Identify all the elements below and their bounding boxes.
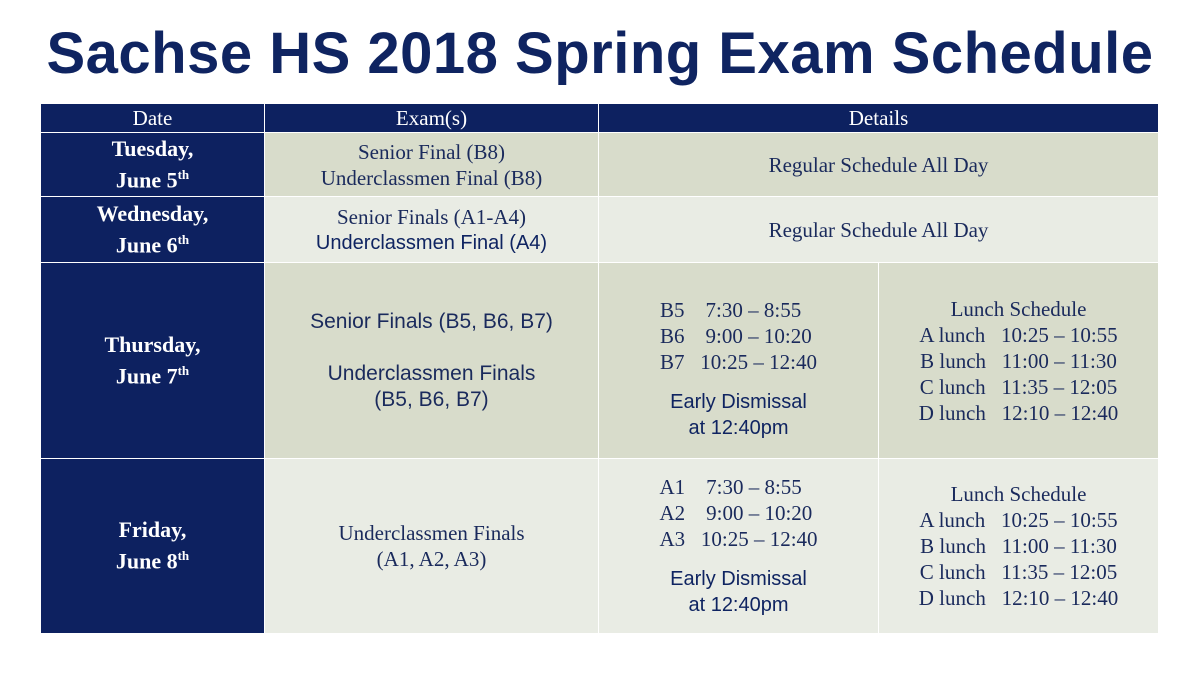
date-text: June 8: [115, 548, 178, 574]
exam-schedule-table: [40, 103, 1159, 634]
date-text: June 5: [115, 167, 178, 193]
lunch-line: C lunch 11:35 – 12:05: [919, 560, 1118, 584]
page-title: Sachse HS 2018 Spring Exam Schedule: [46, 21, 1154, 86]
day-label: Wednesday,: [96, 200, 209, 226]
day-label: Thursday,: [104, 331, 201, 357]
lunch-line: D lunch 12:10 – 12:40: [918, 400, 1119, 425]
lunch-cell: [879, 263, 1159, 459]
period-times: [659, 474, 817, 552]
lunch-title: Lunch Schedule: [950, 482, 1087, 506]
period-times: [660, 297, 817, 375]
date-label: [41, 543, 264, 574]
early-dismissal: Early Dismissal: [670, 568, 807, 590]
date-label: [41, 162, 264, 193]
exams-cell: [265, 133, 599, 197]
exam-line: Senior Finals (A1-A4): [337, 204, 526, 229]
period-line: A3 10:25 – 12:40: [659, 527, 818, 551]
lunch-line: B lunch 11:00 – 11:30: [920, 348, 1117, 373]
early-dismissal-time: at 12:40pm: [688, 417, 789, 439]
early-dismissal: Early Dismissal: [670, 391, 807, 413]
period-line: B5 7:30 – 8:55: [660, 298, 802, 322]
lunch-line: B lunch 11:00 – 11:30: [920, 534, 1117, 558]
exam-line: Underclassmen Final (A4): [315, 231, 548, 254]
exam-line: Underclassmen Finals: [338, 521, 525, 545]
date-text: June 7: [115, 363, 178, 389]
header-row: [41, 104, 1159, 133]
lunch-title: Lunch Schedule: [950, 296, 1087, 321]
date-suffix: th: [177, 362, 190, 378]
lunch-cell: [879, 459, 1159, 634]
table-row: [41, 133, 1159, 197]
exam-line: (A1, A2, A3): [376, 547, 487, 571]
period-line: A2 9:00 – 10:20: [659, 501, 813, 525]
date-cell: [41, 197, 265, 263]
date-label: [41, 358, 264, 389]
early-dismissal-time: at 12:40pm: [688, 594, 789, 616]
periods-cell: [599, 263, 879, 459]
table-row: [41, 263, 1159, 459]
table-row: [41, 197, 1159, 263]
date-suffix: th: [177, 231, 190, 247]
date-text: June 6: [115, 232, 178, 258]
exams-cell: [265, 197, 599, 263]
date-cell: [41, 263, 265, 459]
date-suffix: th: [177, 166, 190, 182]
exam-line: Underclassmen Finals: [327, 361, 536, 385]
lunch-line: A lunch 10:25 – 10:55: [919, 508, 1118, 532]
period-line: B7 10:25 – 12:40: [660, 350, 817, 374]
header-exams: Exam(s): [265, 104, 599, 133]
date-cell: [41, 133, 265, 197]
table-row: [41, 459, 1159, 634]
exams-cell: [265, 459, 599, 634]
date-label: [41, 227, 264, 258]
date-cell: [41, 459, 265, 634]
exams-cell: [265, 263, 599, 459]
day-label: Tuesday,: [111, 135, 194, 161]
details-cell: Regular Schedule All Day: [599, 133, 1159, 197]
exam-line: (B5, B6, B7): [374, 387, 489, 411]
exam-line: Senior Final (B8): [358, 139, 505, 164]
periods-cell: [599, 459, 879, 634]
lunch-line: A lunch 10:25 – 10:55: [919, 322, 1118, 347]
header-details: Details: [599, 104, 1159, 133]
day-label: Friday,: [118, 517, 187, 543]
period-line: B6 9:00 – 10:20: [660, 324, 812, 348]
date-suffix: th: [177, 548, 190, 564]
lunch-line: D lunch 12:10 – 12:40: [918, 586, 1119, 610]
exam-line: Senior Finals (B5, B6, B7): [310, 309, 553, 333]
period-line: A1 7:30 – 8:55: [659, 475, 802, 499]
header-date: Date: [41, 104, 265, 133]
exam-line: Underclassmen Final (B8): [320, 165, 543, 190]
lunch-line: C lunch 11:35 – 12:05: [919, 374, 1118, 399]
details-cell: Regular Schedule All Day: [599, 197, 1159, 263]
